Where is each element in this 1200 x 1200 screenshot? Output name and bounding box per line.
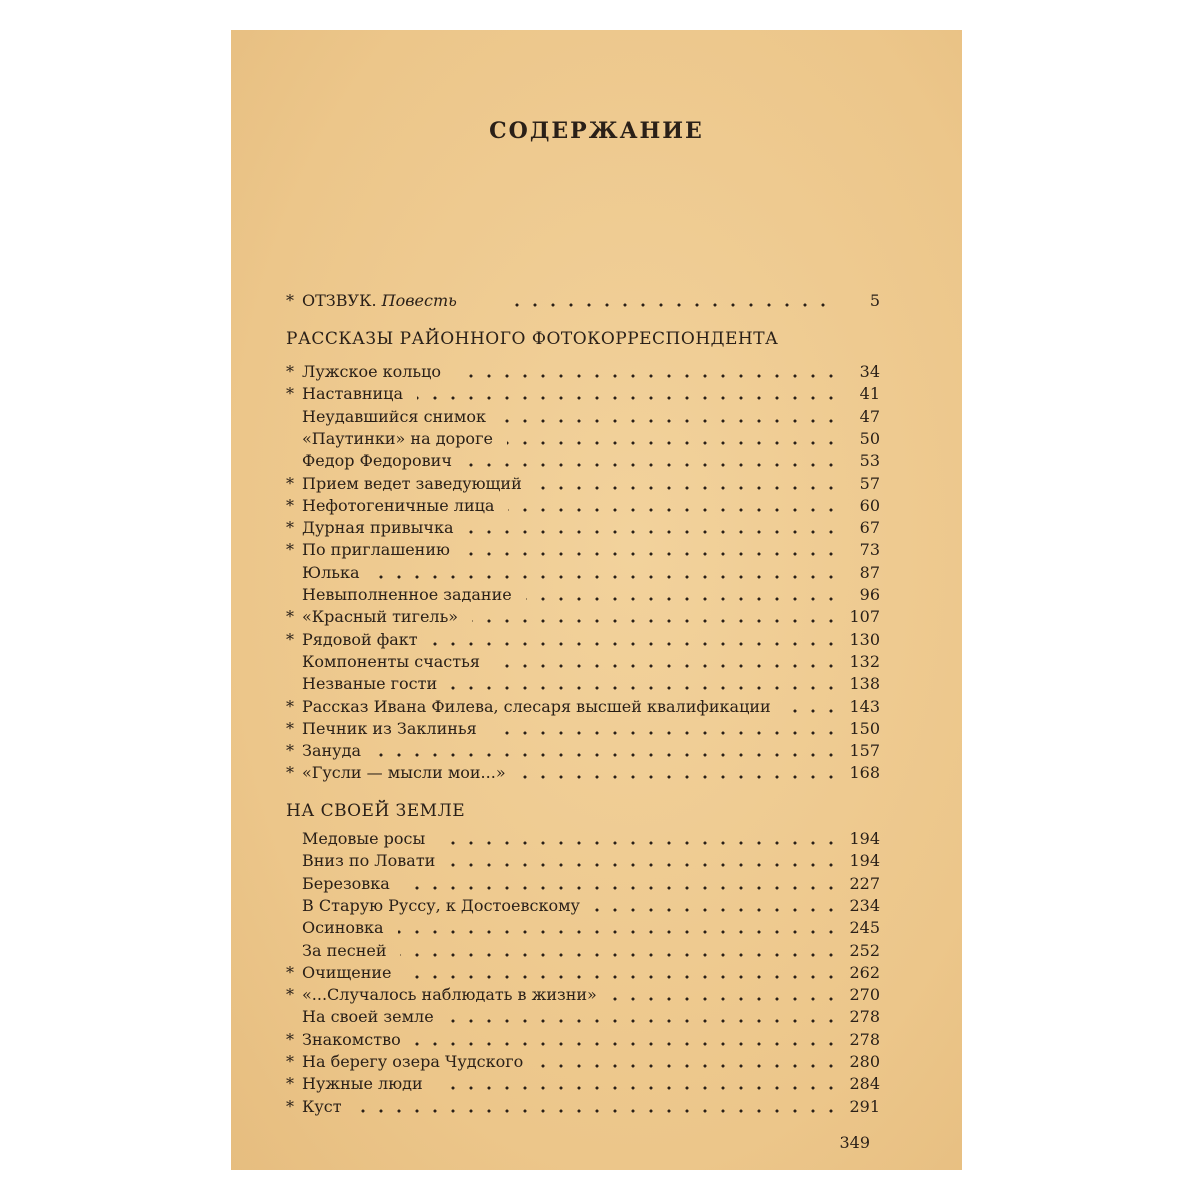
toc-entry-page: 132 [849,651,880,671]
toc-entry-page: 107 [849,607,880,627]
page-title: СОДЕРЖАНИЕ [489,118,704,144]
toc-entry-title [302,290,457,312]
toc-entry-title: Невыполненное задание [302,585,512,604]
asterisk-mark: * [286,741,294,761]
dot-leader [415,1042,840,1046]
toc-entry-title: Наставница [302,384,404,404]
toc-entry-page: 252 [849,940,880,960]
toc-entry-page: 150 [849,718,880,738]
toc-entry [231,696,962,718]
dot-leader [500,419,840,423]
toc-entry [231,1073,962,1095]
asterisk-mark: * [286,1052,294,1071]
toc-entry [231,718,962,740]
page-number: 349 [839,1133,870,1152]
toc-entry [231,917,962,939]
toc-entry-otzvuk [231,290,962,312]
toc-entry-title: Юлька [302,562,360,582]
toc-entry-title: Лужское кольцо [302,362,442,381]
toc-entry-page: 278 [849,1007,880,1027]
asterisk-mark: * [286,291,294,310]
asterisk-mark: * [286,495,294,515]
toc-entry-page: 143 [849,696,880,716]
toc-entry-page: 130 [849,629,880,649]
toc-entry-title: На своей земле [302,1007,434,1027]
toc-entry [231,428,962,450]
toc-entry-page: 234 [849,895,880,915]
toc-entry-title: «Паутинки» на дороге [302,428,493,448]
toc-entry-title: Вниз по Ловати [302,851,436,871]
toc-entry [231,1029,962,1051]
dot-leader [374,575,840,579]
toc-entry-title: «Гусли — мысли мои...» [302,763,506,783]
toc-entry [231,562,962,584]
dot-leader [507,441,840,445]
toc-entry-title: В Старую Руссу, к Достоевскому [302,895,580,915]
toc-entry-page: 262 [849,962,880,982]
toc-entry-title: Рядовой факт [302,629,418,649]
toc-entry [231,450,962,472]
dot-leader [398,930,840,934]
toc-entry [231,740,962,762]
toc-entry-page: 245 [849,918,880,938]
toc-entry [231,606,962,628]
toc-entry-page: 57 [859,473,880,493]
dot-leader [537,1064,840,1068]
toc-entry [231,984,962,1006]
toc-entry-page: 157 [849,741,880,761]
toc-entry-page: 194 [849,851,880,871]
dot-leader [400,953,840,957]
asterisk-mark: * [286,629,294,649]
toc-entry-subtitle: Повесть [381,291,457,310]
dot-leader [526,597,840,601]
asterisk-mark: * [286,518,294,538]
toc-entry-title: «...Случалось наблюдать в жизни» [302,985,597,1005]
toc-entry [231,584,962,606]
toc-entry [231,361,962,383]
toc-entry-title: На берегу озера Чудского [302,1052,524,1071]
toc-entry [231,673,962,695]
section-heading-1: РАССКАЗЫ РАЙОННОГО ФОТОКОРРЕСПОНДЕНТА [286,329,779,349]
asterisk-mark: * [286,1029,294,1049]
toc-entry-page: 194 [849,829,880,848]
toc-entry-title: Рассказ Ивана Филева, слесаря высшей квалификации [302,696,771,716]
toc-entry-title: Очищение [302,962,392,982]
toc-entry [231,651,962,673]
dot-leader [472,619,840,623]
dot-leader [448,1019,840,1023]
asterisk-mark: * [286,607,294,627]
dot-leader [404,886,840,890]
toc-entry [231,383,962,405]
asterisk-mark: * [286,540,294,560]
toc-entry [231,539,962,561]
toc-entry-title: За песней [302,940,387,960]
toc-entry [231,873,962,895]
toc-entry [231,517,962,539]
dot-leader [494,664,840,668]
dot-leader [356,1109,840,1113]
book-page [231,30,962,1170]
asterisk-mark: * [286,1074,294,1094]
toc-entry-page: 53 [859,451,880,471]
dot-leader [375,753,840,757]
toc-entry-page: 278 [849,1029,880,1049]
toc-entry-page: 41 [859,384,880,404]
toc-entry-title: Нужные люди [302,1074,423,1094]
toc-entry-title: Нефотогеничные лица [302,495,495,515]
toc-entry-page: 280 [849,1052,880,1071]
dot-leader [467,530,840,534]
toc-entry [231,1051,962,1073]
asterisk-mark: * [286,1096,294,1116]
toc-entry [231,406,962,428]
asterisk-mark: * [286,763,294,783]
dot-leader [406,975,840,979]
toc-entry [231,828,962,850]
dot-leader [417,396,840,400]
toc-entry [231,629,962,651]
toc-entry-title: Прием ведет заведующий [302,473,522,493]
toc-entry-page: 284 [849,1074,880,1094]
toc-entry-page: 73 [859,540,880,560]
asterisk-mark: * [286,985,294,1005]
toc-entry-title: Березовка [302,873,390,893]
toc-entry [231,895,962,917]
dot-leader [611,997,840,1001]
toc-entry-title: Знакомство [302,1029,401,1049]
dot-leader [508,508,840,512]
dot-leader [432,642,840,646]
dot-leader [536,486,840,490]
dot-leader [785,709,840,713]
dot-leader [451,686,840,690]
toc-entry-title: Медовые росы [302,829,426,848]
toc-entry-page: 138 [849,674,880,694]
toc-entry-page: 227 [849,873,880,893]
toc-entry [231,495,962,517]
toc-entry [231,962,962,984]
toc-entry-page: 47 [859,406,880,426]
toc-entry [231,473,962,495]
toc-entry-title: «Красный тигель» [302,607,459,627]
toc-entry-page: 270 [849,985,880,1005]
toc-entry [231,1096,962,1118]
dot-leader [594,908,840,912]
dot-leader [511,303,832,307]
toc-entry-title: Печник из Заклинья [302,718,477,738]
toc-entry-page: 168 [849,763,880,783]
asterisk-mark: * [286,718,294,738]
toc-entry-title: По приглашению [302,540,450,560]
toc-entry-page: 50 [859,428,880,448]
toc-entry-title: Осиновка [302,918,384,938]
toc-entry [231,1006,962,1028]
toc-entry-page: 87 [859,562,880,582]
toc-entry-title: Куст [302,1096,342,1116]
asterisk-mark: * [286,362,294,381]
toc-entry-title: Федор Федорович [302,451,452,471]
toc-entry-page: 5 [869,291,880,310]
toc-entry-page: 291 [849,1096,880,1116]
toc-entry-title: Незваные гости [302,674,438,694]
toc-entry-title-main: ОТЗВУК. [302,291,377,310]
dot-leader [439,841,840,845]
dot-leader [464,552,840,556]
toc-entry [231,762,962,784]
dot-leader [520,775,840,779]
toc-entry-title: Компоненты счастья [302,651,480,671]
toc-entry [231,940,962,962]
asterisk-mark: * [286,696,294,716]
asterisk-mark: * [286,473,294,493]
asterisk-mark: * [286,962,294,982]
toc-entry-page: 34 [859,362,880,381]
toc-entry-page: 67 [859,518,880,538]
dot-leader [466,463,840,467]
toc-entry-title: Зануда [302,741,361,761]
toc-entry-title: Дурная привычка [302,518,454,538]
toc-entry [231,850,962,872]
toc-entry-page: 60 [859,495,880,515]
asterisk-mark: * [286,384,294,404]
dot-leader [491,731,840,735]
section-heading-2: НА СВОЕЙ ЗЕМЛЕ [286,801,466,821]
dot-leader [455,374,840,378]
toc-entry-page: 96 [859,585,880,604]
dot-leader [437,1086,840,1090]
dot-leader [449,863,840,867]
toc-entry-title: Неудавшийся снимок [302,406,486,426]
